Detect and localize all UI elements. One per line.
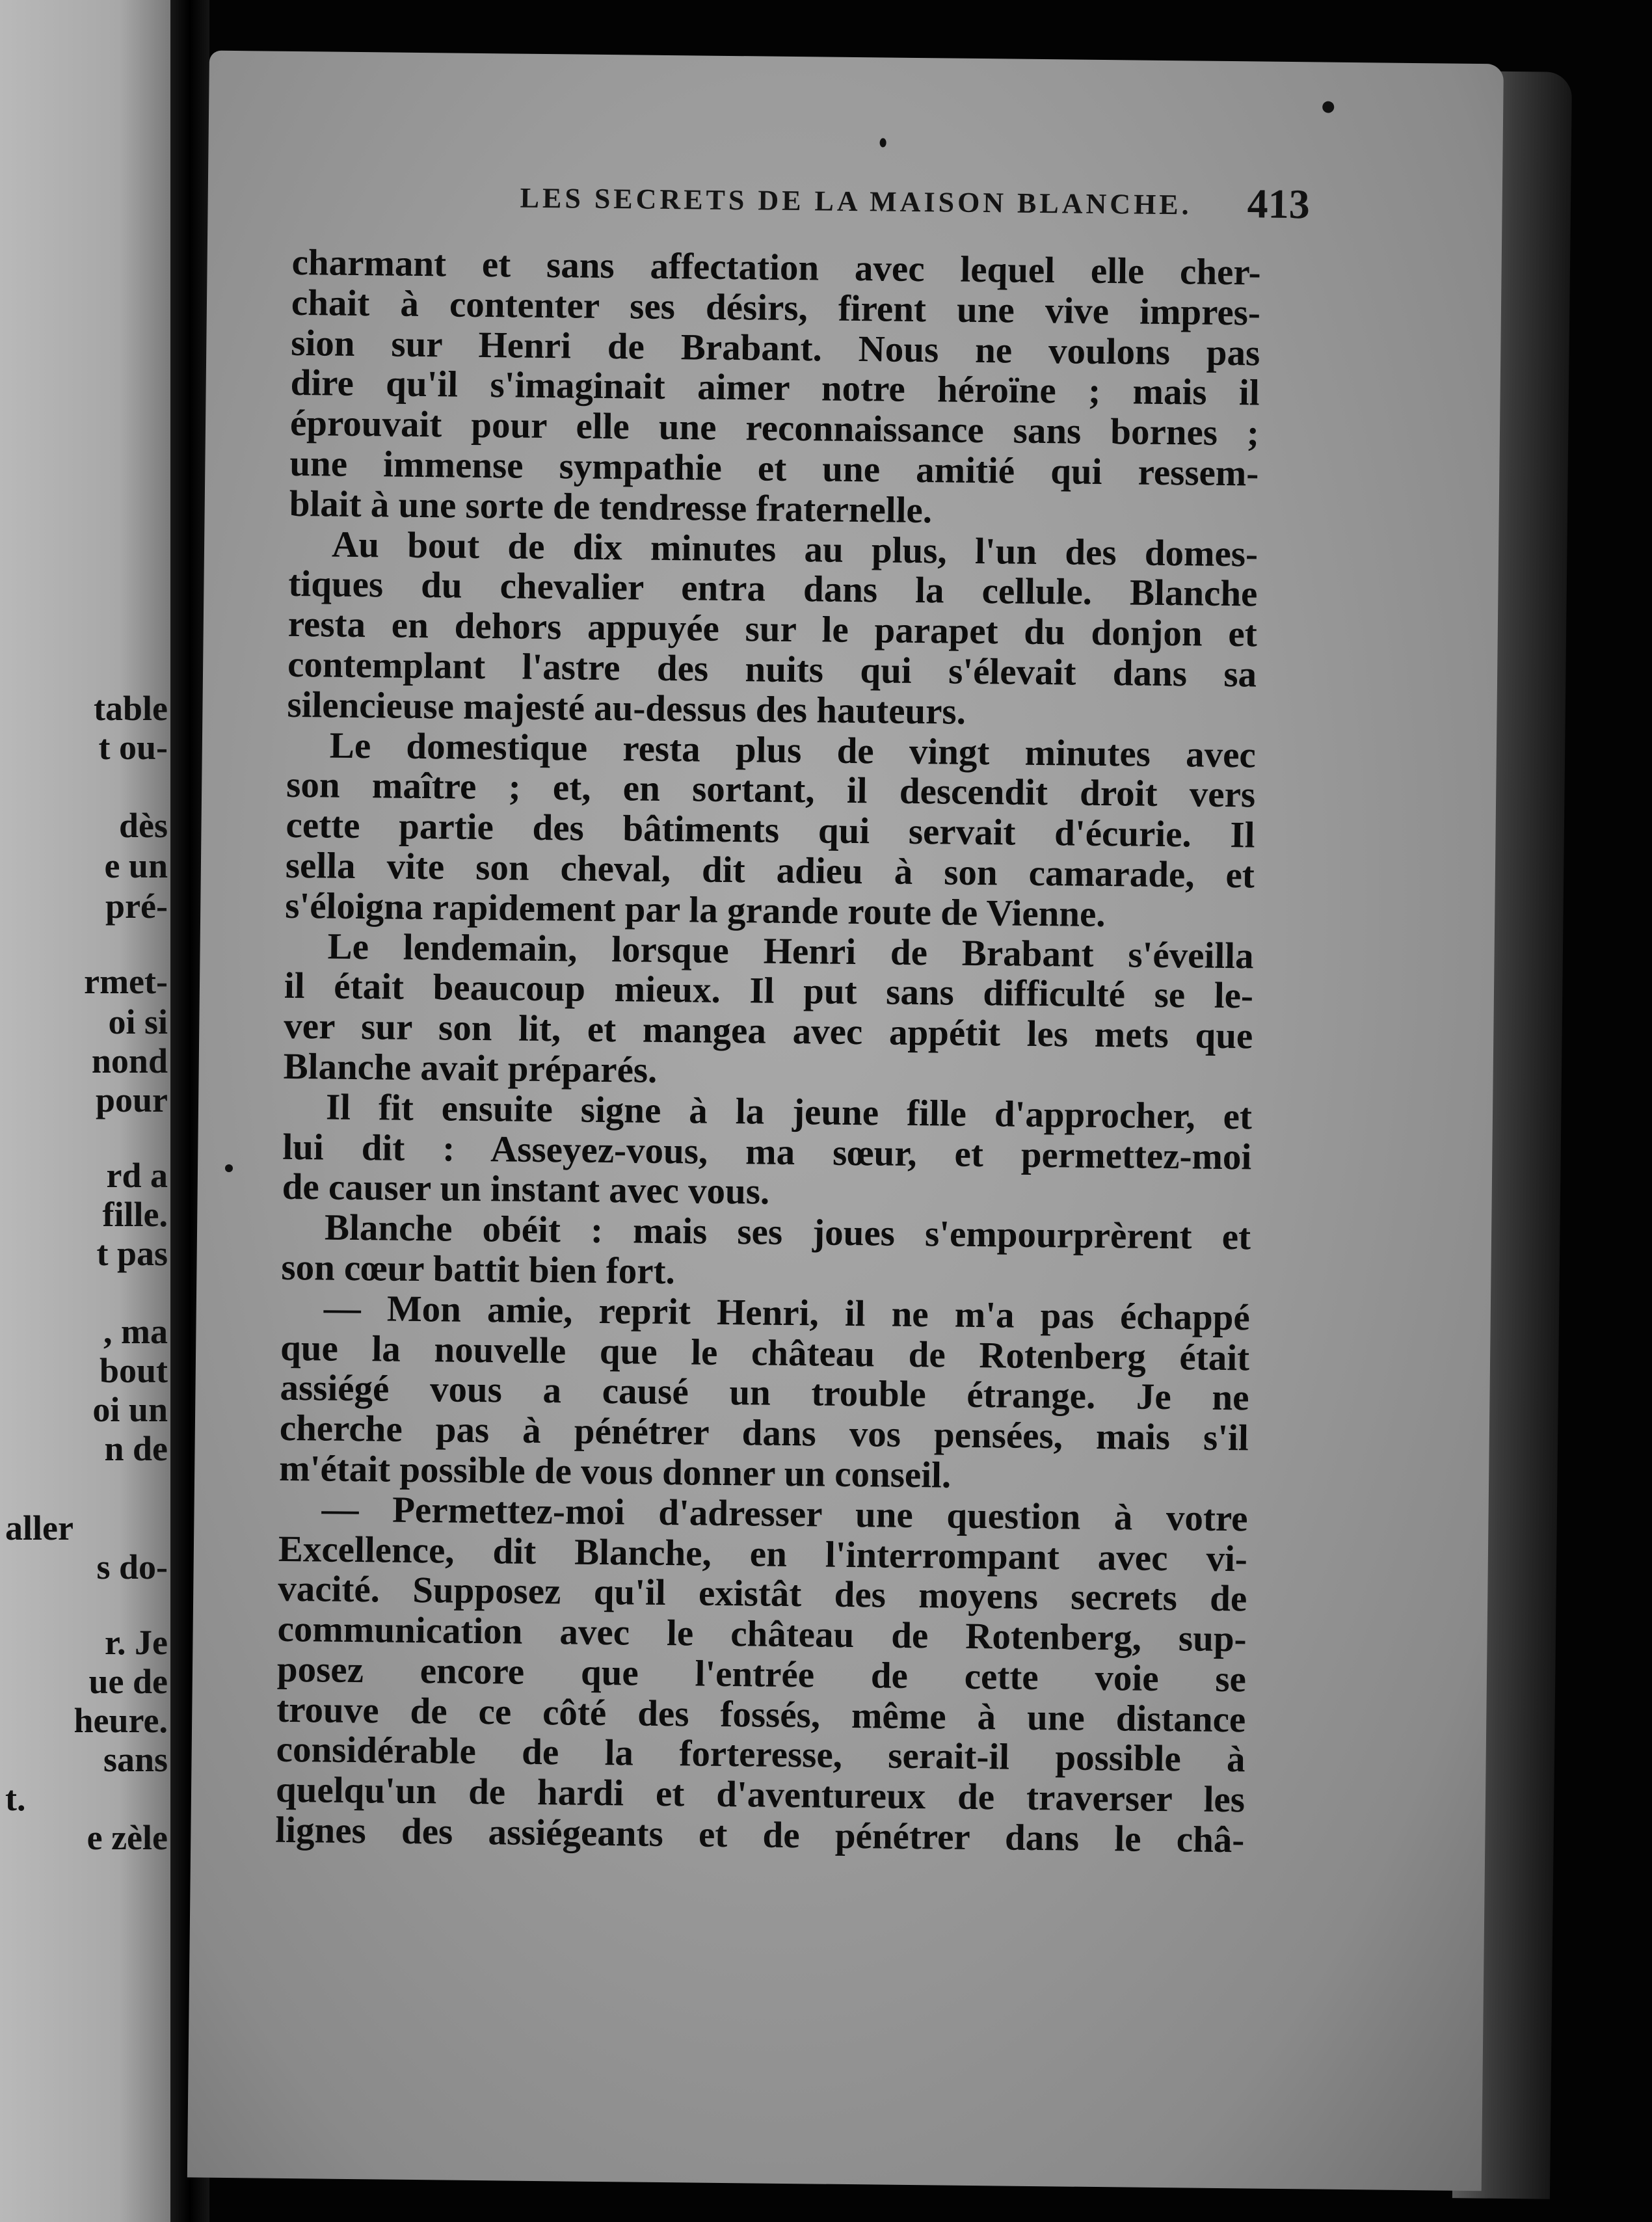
text-line: Au bout de dix minutes au plus, l'un des domes- xyxy=(331,524,1259,575)
text-line: considérable de la forteresse, serait-il possible à xyxy=(276,1729,1246,1780)
left-page-fragment: oi un xyxy=(92,1390,168,1429)
text-line: une immense sympathie et une amitié qui ressem- xyxy=(289,442,1259,494)
text-line: il était beaucoup mieux. Il put sans difficulté se le- xyxy=(284,965,1254,1017)
text-line: s'éloigna rapidement par la grande route de Vienne. xyxy=(284,885,1106,935)
text-line: son maître ; et, en sortant, il descendit droit vers xyxy=(286,764,1256,816)
left-page-fragment: sans xyxy=(103,1740,168,1779)
text-line: contemplant l'astre des nuits qui s'élevait dans sa xyxy=(287,643,1257,695)
left-page-fragment: r. Je xyxy=(105,1623,168,1662)
text-line: communication avec le château de Rotenberg, sup- xyxy=(277,1608,1247,1660)
text-line: Excellence, dit Blanche, en l'interrompant avec vi- xyxy=(278,1528,1248,1579)
left-page-fragment: nond xyxy=(91,1041,168,1080)
ink-speck xyxy=(1322,101,1334,113)
left-page-fragment: e un xyxy=(104,846,168,885)
text-line: m'était possible de vous donner un conseil. xyxy=(278,1447,952,1496)
text-line: sella vite son cheval, dit adieu à son camarade, et xyxy=(285,844,1255,896)
text-line: chait à contenter ses désirs, firent une vive impres- xyxy=(291,282,1261,334)
text-line: vacité. Supposez qu'il existât des moyens secrets de xyxy=(277,1568,1247,1620)
text-line: posez encore que l'entrée de cette voie se xyxy=(276,1648,1247,1700)
page-number: 413 xyxy=(1247,180,1311,228)
right-page xyxy=(187,51,1504,2191)
text-line: son cœur battit bien fort. xyxy=(281,1246,676,1292)
body-text xyxy=(275,243,1261,1860)
text-line: — Permettez-moi d'adresser une question à votre xyxy=(321,1488,1248,1540)
text-line: Le domestique resta plus de vingt minutes avec xyxy=(329,725,1257,776)
text-line: trouve de ce côté des fossés, même à une distance xyxy=(276,1689,1246,1741)
left-page-fragment: heure. xyxy=(73,1701,168,1740)
left-page-fragment: n de xyxy=(104,1429,168,1468)
text-line: de causer un instant avec vous. xyxy=(282,1166,770,1213)
left-page-fragment: bout xyxy=(99,1351,168,1390)
text-line: blait à une sorte de tendresse fraternelle. xyxy=(289,483,933,531)
left-page-fragment: aller xyxy=(5,1508,73,1547)
ink-speck xyxy=(880,138,886,147)
text-line: tiques du chevalier entra dans la cellule. Blanche xyxy=(288,563,1258,615)
text-line: éprouvait pour elle une reconnaissance sans bornes ; xyxy=(289,403,1260,454)
left-page-fragment: dès xyxy=(118,806,168,845)
left-page-fragment: s do- xyxy=(96,1547,168,1586)
text-line: Blanche obéit : mais ses joues s'empourprèrent et xyxy=(324,1207,1251,1258)
left-page-fragment: t pas xyxy=(96,1234,168,1273)
left-page-fragment: rmet- xyxy=(84,962,168,1001)
text-line: dire qu'il s'imaginait aimer notre héroïne ; mais il xyxy=(290,362,1260,414)
text-line: assiégé vous a causé un trouble étrange. Je ne xyxy=(280,1367,1249,1419)
left-facing-page xyxy=(0,0,170,2222)
left-page-fragment: oi si xyxy=(108,1002,168,1041)
running-head: LES SECRETS DE LA MAISON BLANCHE. xyxy=(520,181,1192,221)
left-page-fragment: e zèle xyxy=(87,1818,168,1857)
text-line: cette partie des bâtiments qui servait d'écurie. Il xyxy=(286,805,1255,856)
left-page-fragment: , ma xyxy=(103,1312,168,1351)
left-page-fragment: fille. xyxy=(102,1195,168,1234)
left-page-fragment: pour xyxy=(95,1080,168,1119)
text-line: ver sur son lit, et mangea avec appétit les mets que xyxy=(284,1006,1253,1057)
left-page-fragment: pré- xyxy=(105,887,168,926)
left-page-fragment: ue de xyxy=(88,1662,168,1701)
text-line: sion sur Henri de Brabant. Nous ne voulons pas xyxy=(291,322,1260,374)
text-line: Le lendemain, lorsque Henri de Brabant s'éveilla xyxy=(327,926,1254,977)
text-line: resta en dehors appuyée sur le parapet du donjon et xyxy=(287,604,1258,655)
text-line: Il fit ensuite signe à la jeune fille d'approcher, et xyxy=(325,1086,1253,1138)
text-line: quelqu'un de hardi et d'aventureux de traverser les xyxy=(275,1769,1246,1821)
left-page-fragment: table xyxy=(94,689,168,728)
text-line: Blanche avait préparés. xyxy=(283,1045,658,1091)
text-line: que la nouvelle que le château de Rotenberg était xyxy=(280,1327,1250,1378)
left-page-fragment: t. xyxy=(5,1779,26,1818)
text-line: lignes des assiégeants et de pénétrer dans le châ- xyxy=(275,1809,1245,1861)
left-page-fragment: rd a xyxy=(106,1156,168,1195)
text-line: charmant et sans affectation avec lequel elle cher- xyxy=(291,241,1261,293)
text-line: silencieuse majesté au-dessus des hauteurs. xyxy=(287,684,966,732)
left-page-fragment: t ou- xyxy=(98,728,168,767)
text-line: — Mon amie, reprit Henri, il ne m'a pas échappé xyxy=(323,1287,1251,1339)
text-line: cherche pas à pénétrer dans vos pensées, mais s'il xyxy=(279,1407,1249,1459)
text-line: lui dit : Asseyez-vous, ma sœur, et permettez-moi xyxy=(282,1126,1252,1177)
ink-speck xyxy=(225,1164,233,1172)
